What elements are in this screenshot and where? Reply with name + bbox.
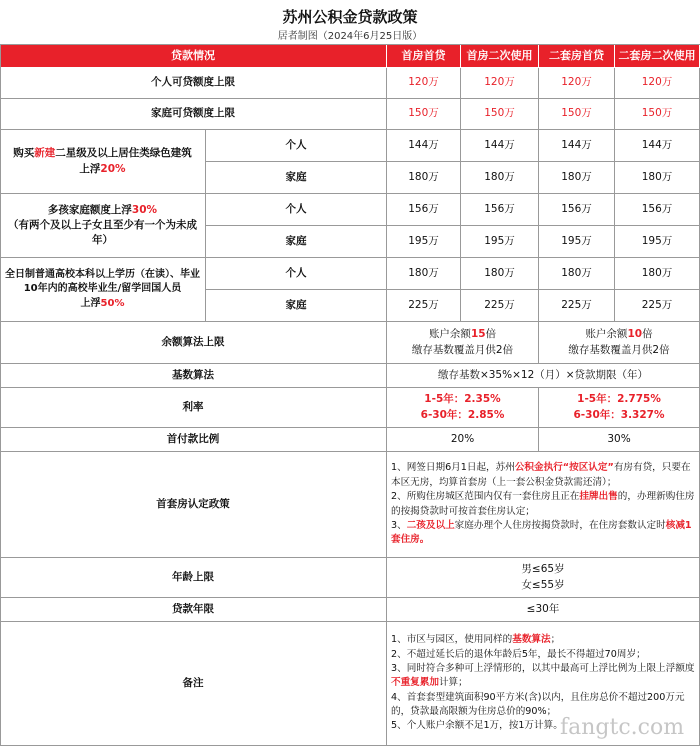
sub-label-family: 家庭 — [206, 226, 387, 258]
row-label-first-home-policy: 首套房认定政策 — [0, 452, 387, 558]
header-first-home-first-loan: 首房首贷 — [387, 44, 461, 68]
notes-text: 1、市区与园区，使用同样的基数算法； 2、不超过延长后的退休年龄后5年，最长不得超过70周岁； 3、同时符合多种可上浮情形的，以其中最高可上浮比例为上限上浮额度不重复累加计算； 4、首套套型建筑面积90平方米(含)以内，且住房总价不超过200万元的，贷款最高限额为住房总价的90%； 5、个人账户余额不足1万，按1万计算。 — [387, 622, 700, 746]
row-label-down-payment: 首付款比例 — [0, 428, 387, 452]
header-second-home-second-use: 二套房二次使用 — [615, 44, 700, 68]
row-label-multi-child: 多孩家庭额度上浮30% （有两个及以上子女且至少有一个为未成年） — [0, 194, 206, 258]
row-label-personal-limit: 个人可贷额度上限 — [0, 68, 387, 99]
down-payment-second: 30% — [539, 428, 700, 452]
age-limit-values: 男≤65岁 女≤55岁 — [387, 558, 700, 598]
value-cell: 150万 — [539, 99, 615, 130]
header-loan-situation: 贷款情况 — [0, 44, 387, 68]
rate-first-home: 1-5年：2.35% 6-30年：2.85% — [387, 388, 539, 428]
value-cell: 120万 — [387, 68, 461, 99]
rate-second-home: 1-5年：2.775% 6-30年：3.327% — [539, 388, 700, 428]
sub-label-family: 家庭 — [206, 162, 387, 194]
row-label-balance: 余额算法上限 — [0, 322, 387, 364]
value-cell: 120万 — [539, 68, 615, 99]
header-second-home-first-loan: 二套房首贷 — [539, 44, 615, 68]
value-cell: 120万 — [461, 68, 539, 99]
value-cell: 156万 — [615, 194, 700, 226]
row-label-age: 年龄上限 — [0, 558, 387, 598]
value-cell: 144万 — [615, 130, 700, 162]
value-cell: 225万 — [615, 290, 700, 322]
value-cell: 180万 — [615, 258, 700, 290]
watermark: fangtc.com — [560, 715, 685, 740]
value-cell: 180万 — [387, 162, 461, 194]
row-label-base: 基数算法 — [0, 364, 387, 388]
term-value: ≤30年 — [387, 598, 700, 622]
value-cell: 180万 — [461, 258, 539, 290]
value-cell: 180万 — [615, 162, 700, 194]
value-cell: 180万 — [387, 258, 461, 290]
value-cell: 144万 — [539, 130, 615, 162]
value-cell: 195万 — [615, 226, 700, 258]
value-cell: 195万 — [387, 226, 461, 258]
balance-second-home: 账户余额10倍 缴存基数覆盖月供2倍 — [539, 322, 700, 364]
sub-label-personal: 个人 — [206, 130, 387, 162]
value-cell: 150万 — [387, 99, 461, 130]
base-formula: 缴存基数×35%×12（月）×贷款期限（年） — [387, 364, 700, 388]
sub-label-personal: 个人 — [206, 194, 387, 226]
value-cell: 144万 — [387, 130, 461, 162]
row-label-graduate: 全日制普通高校本科以上学历（在读）、毕业 10年内的高校毕业生/留学回国人员 上浮50% — [0, 258, 206, 322]
first-home-policy-text: 1、网签日期6月1日起，苏州公积金执行“按区认定”有房有贷，只要在本区无房，均算首套房（上一套公积金贷款需还清）； 2、所购住房城区范围内仅有一套住房且正在挂牌出售的，办理新购住房的按揭贷款时可按首套住房认定； 3、二孩及以上家庭办理个人住房按揭贷款时，在住房套数认定时核减1套住房。 — [387, 452, 700, 558]
row-label-notes: 备注 — [0, 622, 387, 746]
value-cell: 180万 — [461, 162, 539, 194]
value-cell: 180万 — [539, 258, 615, 290]
down-payment-first: 20% — [387, 428, 539, 452]
value-cell: 150万 — [615, 99, 700, 130]
balance-first-home: 账户余额15倍 缴存基数覆盖月供2倍 — [387, 322, 539, 364]
sub-label-personal: 个人 — [206, 258, 387, 290]
value-cell: 150万 — [461, 99, 539, 130]
value-cell: 156万 — [539, 194, 615, 226]
value-cell: 195万 — [461, 226, 539, 258]
value-cell: 144万 — [461, 130, 539, 162]
value-cell: 156万 — [461, 194, 539, 226]
value-cell: 120万 — [615, 68, 700, 99]
value-cell: 156万 — [387, 194, 461, 226]
sub-label-family: 家庭 — [206, 290, 387, 322]
value-cell: 225万 — [539, 290, 615, 322]
row-label-green-building: 购买新建二星级及以上居住类绿色建筑 上浮20% — [0, 130, 206, 194]
row-label-term: 贷款年限 — [0, 598, 387, 622]
page-title: 苏州公积金贷款政策 — [282, 8, 418, 26]
page-subtitle: 居者制图（2024年6月25日版） — [277, 31, 423, 42]
value-cell: 225万 — [387, 290, 461, 322]
row-label-family-limit: 家庭可贷额度上限 — [0, 99, 387, 130]
value-cell: 195万 — [539, 226, 615, 258]
header-first-home-second-use: 首房二次使用 — [461, 44, 539, 68]
value-cell: 225万 — [461, 290, 539, 322]
row-label-rate: 利率 — [0, 388, 387, 428]
value-cell: 180万 — [539, 162, 615, 194]
